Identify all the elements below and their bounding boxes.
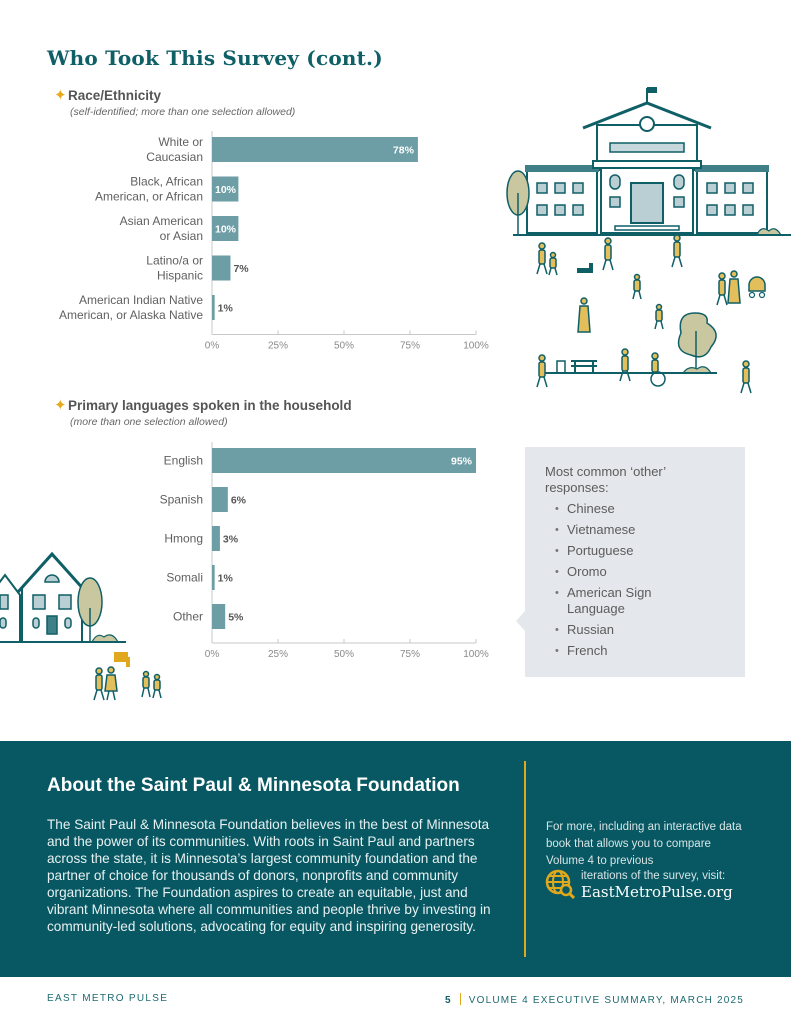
data-label: 7% bbox=[233, 263, 249, 275]
data-label: 1% bbox=[217, 572, 233, 585]
category-label: or Asian bbox=[159, 229, 203, 243]
houses-illustration bbox=[0, 540, 130, 715]
bar bbox=[212, 604, 225, 629]
list-item: • Oromo bbox=[555, 564, 685, 580]
x-tick-label: 75% bbox=[399, 340, 421, 352]
x-tick-label: 0% bbox=[204, 340, 220, 352]
x-tick-label: 100% bbox=[463, 649, 489, 660]
category-label: English bbox=[163, 453, 203, 468]
panel-divider bbox=[524, 761, 526, 957]
bar bbox=[212, 256, 230, 281]
other-responses-list bbox=[555, 501, 745, 659]
data-label: 3% bbox=[222, 533, 239, 546]
x-tick-label: 25% bbox=[267, 649, 289, 660]
page-number: 5 bbox=[445, 995, 452, 1006]
data-label: 1% bbox=[217, 302, 233, 315]
race-subheading: (self-identified; more than one selection allowed) bbox=[70, 106, 296, 118]
category-label: American, or African bbox=[94, 189, 203, 204]
category-label: White or bbox=[158, 135, 203, 149]
east-metro-pulse-link[interactable]: EastMetroPulse.org bbox=[581, 883, 733, 901]
x-tick-label: 25% bbox=[267, 340, 289, 352]
bar bbox=[212, 487, 228, 512]
bar bbox=[212, 565, 215, 590]
race-section-header bbox=[54, 86, 295, 118]
about-title: About the Saint Paul & Minnesota Foundation bbox=[47, 775, 460, 796]
category-label: Latino/a or bbox=[146, 253, 203, 268]
category-label: Hispanic bbox=[156, 268, 203, 283]
list-item: • Vietnamese bbox=[555, 522, 685, 538]
category-label: Spanish bbox=[159, 492, 203, 507]
school-illustration bbox=[505, 83, 791, 403]
data-label: 10% bbox=[215, 223, 237, 236]
x-tick-label: 0% bbox=[204, 649, 220, 660]
category-label: American Indian Native bbox=[78, 293, 203, 307]
data-label: 78% bbox=[392, 144, 414, 157]
category-label: Asian American bbox=[119, 214, 203, 228]
category-label: American, or Alaska Native bbox=[58, 308, 203, 322]
globe-search-icon bbox=[545, 869, 575, 899]
page-footer-right bbox=[445, 993, 744, 1006]
bar bbox=[212, 137, 418, 162]
page-title: Who Took This Survey (cont.) bbox=[47, 46, 383, 70]
sparkle-icon: ✦ bbox=[54, 397, 67, 414]
list-item: • Portuguese bbox=[555, 543, 685, 559]
list-item: • American Sign Language bbox=[555, 585, 685, 617]
data-label: 5% bbox=[228, 611, 244, 624]
more-info-text: For more, including an interactive data book that allows you to compare Volume 4 to previous bbox=[546, 821, 742, 867]
edition-label: VOLUME 4 EXECUTIVE SUMMARY, MARCH 2025 bbox=[468, 995, 745, 1006]
list-item: • French bbox=[555, 643, 685, 659]
visit-label: visit: bbox=[702, 870, 726, 882]
bar bbox=[212, 295, 215, 320]
data-label: 10% bbox=[215, 184, 237, 196]
other-responses-callout bbox=[525, 447, 745, 677]
category-label: Caucasian bbox=[146, 150, 203, 164]
data-label: 6% bbox=[230, 494, 247, 507]
language-section-header bbox=[54, 396, 352, 428]
x-tick-label: 50% bbox=[333, 340, 355, 352]
other-responses-title: Most common ‘other’ responses: bbox=[545, 464, 666, 495]
category-label: Hmong bbox=[164, 531, 203, 546]
list-item: • Russian bbox=[555, 622, 685, 638]
publication-name: EAST METRO PULSE bbox=[47, 993, 169, 1004]
about-body: The Saint Paul & Minnesota Foundation believes in the best of Minnesota and the power of its communities. With roots in Saint Paul and partners across the state, it is Minnesota’s largest community foundation and the partner of choice for thousands of donors, nonprofits and community organizations. The Foundation aspires to create an equitable, just and vibrant Minnesota where all communities and people thrive by investing in community-led solutions, advocating for equity and inspiring generosity. bbox=[47, 817, 491, 934]
category-label: Other bbox=[172, 609, 203, 624]
x-tick-label: 50% bbox=[333, 649, 355, 660]
category-label: Somali bbox=[166, 570, 203, 585]
about-panel bbox=[0, 741, 791, 977]
more-info-iterations: iterations of the survey, bbox=[581, 870, 700, 882]
bar bbox=[212, 526, 220, 551]
language-subheading: (more than one selection allowed) bbox=[70, 416, 228, 428]
walking-people-illustration bbox=[138, 660, 168, 710]
data-label: 95% bbox=[450, 455, 472, 468]
race-ethnicity-chart bbox=[0, 125, 500, 360]
more-info-line2 bbox=[581, 870, 725, 882]
race-heading: Race/Ethnicity bbox=[68, 88, 162, 103]
footer-divider bbox=[460, 993, 461, 1005]
list-item: • Chinese bbox=[555, 501, 685, 517]
bar bbox=[212, 448, 476, 473]
sparkle-icon: ✦ bbox=[54, 87, 67, 104]
language-heading: Primary languages spoken in the household bbox=[68, 398, 352, 413]
x-tick-label: 75% bbox=[399, 649, 421, 660]
category-label: Black, African bbox=[130, 174, 203, 189]
x-tick-label: 100% bbox=[463, 340, 489, 352]
